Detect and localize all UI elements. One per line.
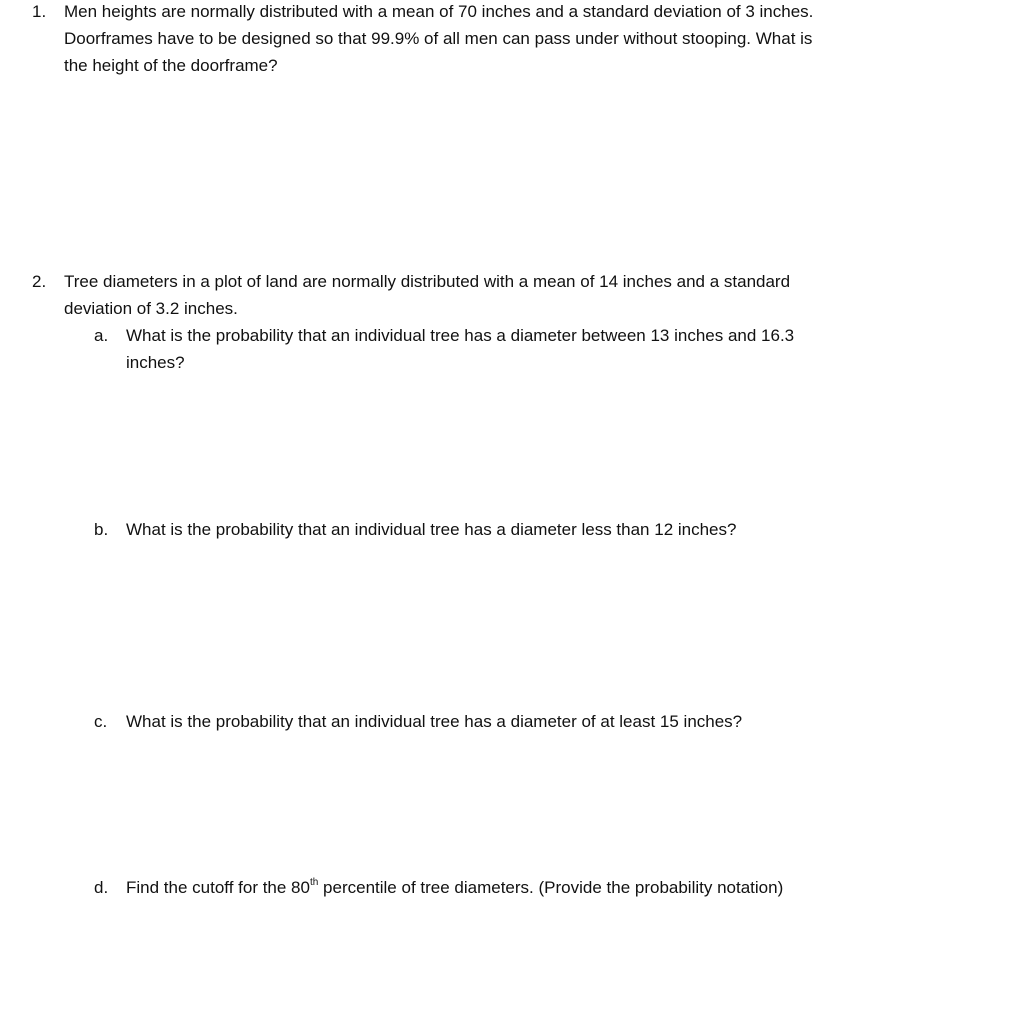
part-d-superscript: th bbox=[309, 877, 319, 889]
part-d-text-after: percentile of tree diameters. (Provide the probability notation) bbox=[318, 878, 784, 897]
question-1-number: 1. bbox=[32, 2, 47, 21]
part-d-text bbox=[126, 874, 906, 901]
question-2-line-1: Tree diameters in a plot of land are normally distributed with a mean of 14 inches and a standard bbox=[64, 272, 791, 291]
question-2-text bbox=[64, 268, 924, 322]
part-d-label: d. bbox=[94, 878, 109, 897]
question-1-line-3: the height of the doorframe? bbox=[64, 56, 278, 75]
part-a-line-1: What is the probability that an individual tree has a diameter between 13 inches and 16.3 bbox=[126, 326, 795, 345]
question-1-text bbox=[64, 0, 924, 79]
part-c-label: c. bbox=[94, 712, 108, 731]
question-1-line-1: Men heights are normally distributed with a mean of 70 inches and a standard deviation of 3 inches. bbox=[64, 2, 814, 21]
part-b-text bbox=[126, 516, 906, 543]
part-a-text bbox=[126, 322, 906, 376]
part-a-label: a. bbox=[94, 326, 109, 345]
part-b-line-1: What is the probability that an individual tree has a diameter less than 12 inches? bbox=[126, 520, 737, 539]
part-a-line-2: inches? bbox=[126, 353, 185, 372]
part-d-text-before: Find the cutoff for the 80 bbox=[126, 878, 310, 897]
part-b-label: b. bbox=[94, 520, 109, 539]
part-c-line-1: What is the probability that an individual tree has a diameter of at least 15 inches? bbox=[126, 712, 743, 731]
question-2-number: 2. bbox=[32, 272, 47, 291]
part-c-text bbox=[126, 708, 906, 735]
question-2-line-2: deviation of 3.2 inches. bbox=[64, 299, 238, 318]
question-1-line-2: Doorframes have to be designed so that 99.9% of all men can pass under without stooping. What is bbox=[64, 29, 813, 48]
